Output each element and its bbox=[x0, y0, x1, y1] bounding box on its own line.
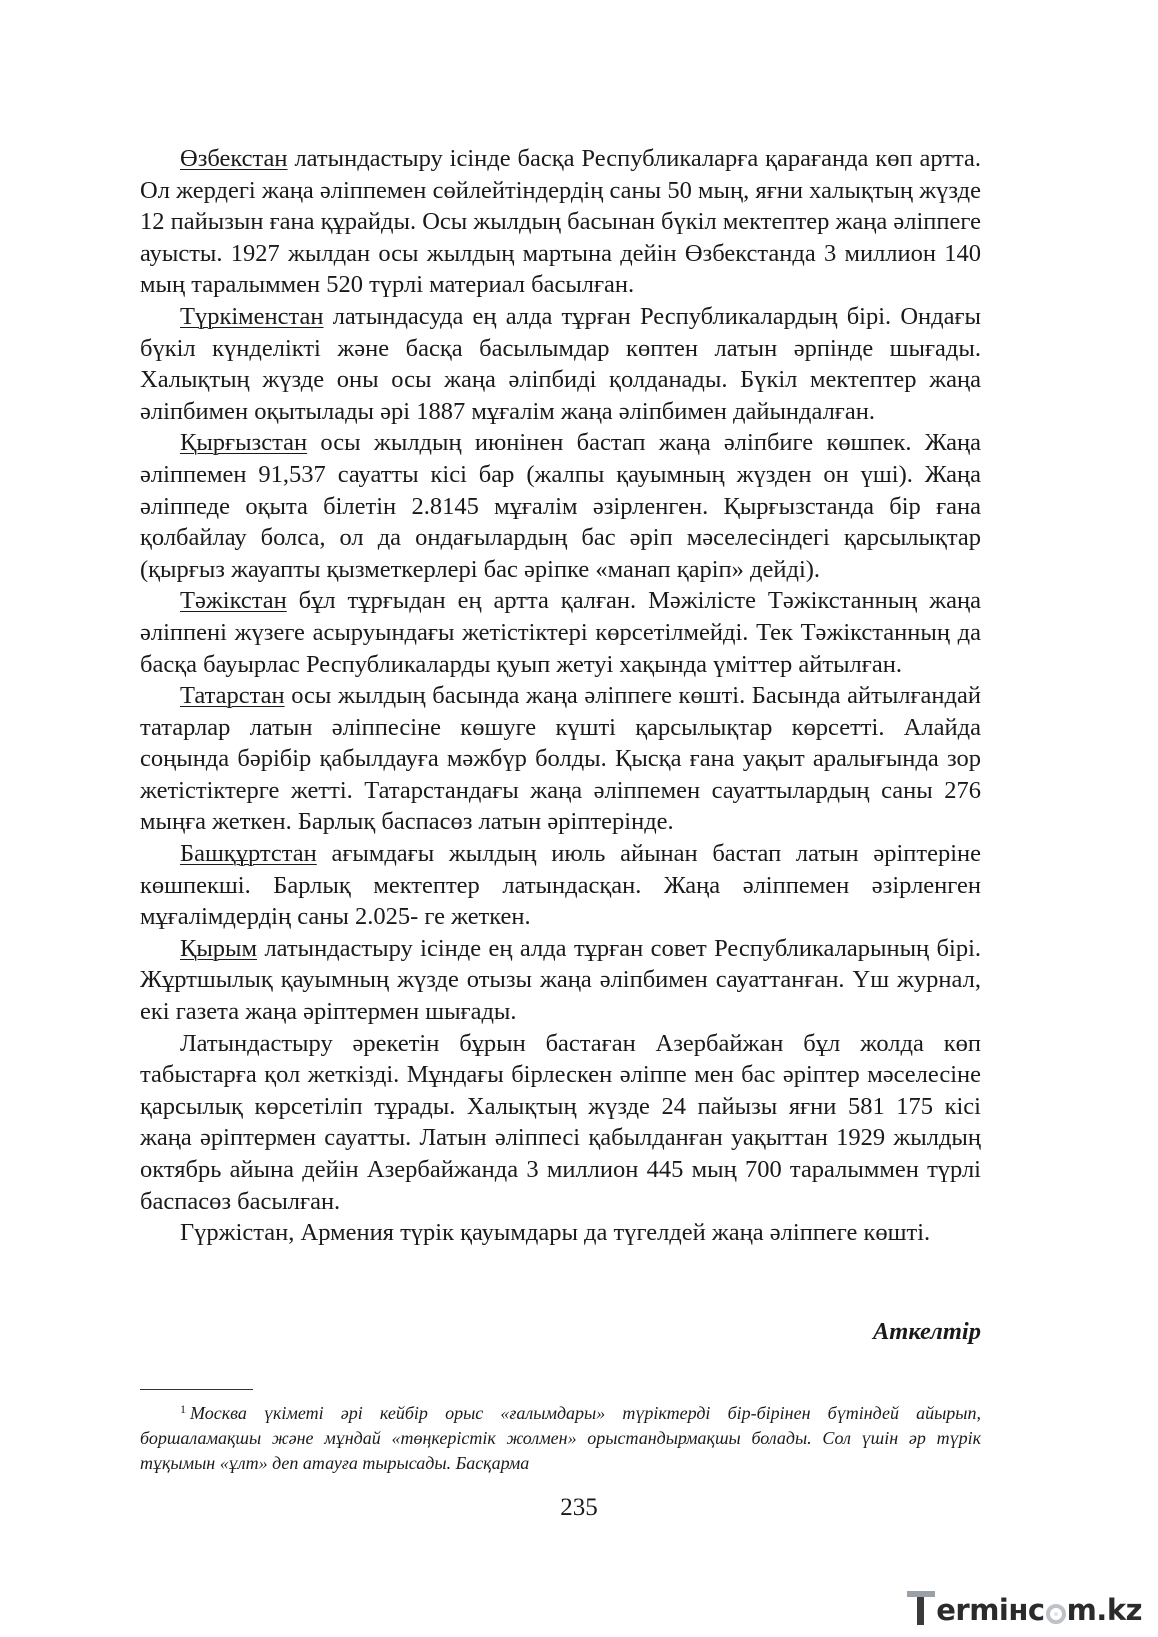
paragraph-turkmenistan bbox=[140, 301, 981, 427]
watermark-text-part1: ermінc bbox=[936, 1593, 1045, 1627]
paragraph-text: осы жылдың июнінен бастап жаңа әліпбиге көшпек. Жаңа әліппемен 91,537 сауатты кісі бар (жалпы қауымның жүзден он үші). Жаңа әліппеде оқыта білетін 2.8145 мұғалім әзірленген. Қырғызстанда бір ғана қолбайлау болса, ол да ондағылардың бас әріп мәселесіндегі қарсылықтар (қырғыз жауапты қызметкерлері бас әріпке «манап қаріп» дейді). bbox=[140, 429, 981, 583]
footnote-marker: 1 bbox=[180, 1402, 186, 1416]
paragraph-lead: Татарстан bbox=[180, 682, 285, 710]
paragraph-lead: Өзбекстан bbox=[180, 145, 288, 172]
paragraph-bashkortostan bbox=[140, 838, 981, 933]
paragraph-text: Гүржістан, Армения түрік қауымдары да түгелдей жаңа әліппеге көшті. bbox=[180, 1219, 931, 1247]
paragraph-text: осы жылдың басында жаңа әліппеге көшті. Басында айтылғандай татарлар латын әліппесіне көшуге күшті қарсылықтар көрсетті. Алайда соңында бәрібір қабылдауға мәжбүр болды. Қысқа ғана уақыт аралығында зор жетістіктерге жетті. Татарстандағы жаңа әліппемен сауаттылардың саны 276 мыңға жеткен. Барлық баспасөз латын әріптерінде. bbox=[140, 682, 981, 836]
paragraph-text: латындастыру ісінде ең алда тұрған совет Республикаларының бірі. Жұртшылық қауымның жүзде отызы жаңа әліпбимен сауаттанған. Үш журнал, екі газета жаңа әріптермен шығады. bbox=[140, 934, 981, 1026]
paragraph-text: бұл тұрғыдан ең артта қалған. Мәжілісте Тәжікстанның жаңа әліппені жүзеге асыруындағы жетістіктері көрсетілмейді. Тек Тәжікстанның да басқа бауырлас Республикаларды қуып жетуі хақында үміттер айтылған. bbox=[140, 587, 981, 678]
logo-o-icon bbox=[1046, 1604, 1066, 1624]
paragraph-text: латындастыру ісінде басқа Республикаларға қарағанда көп артта. Ол жердегі жаңа әліппемен сөйлейтіндердің саны 50 мың, яғни халықтың жүзде 12 пайызын ғана құрайды. Осы жылдың басынан бүкіл мектептер жаңа әліппеге ауысты. 1927 жылдан осы жылдың мартына дейін Өзбекстанда 3 миллион 140 мың таралыммен 520 түрлі материал басылған. bbox=[140, 145, 981, 299]
paragraph-crimea bbox=[140, 933, 981, 1028]
footnote-divider bbox=[140, 1389, 253, 1390]
paragraph-azerbaijan bbox=[140, 1028, 981, 1218]
paragraph-kyrgyzstan bbox=[140, 427, 981, 585]
paragraph-text: Латындастыру әрекетін бұрын бастаған Азербайжан бұл жолда көп табыстарға қол жеткізді. Мұндағы бірлескен әліппе мен бас әріптер мәселесіне қарсылық көрсетіліп тұрады. Халықтың жүзде 24 пайызы яғни 581 175 кісі жаңа әріптермен сауатты. Латын әліппесі қабылданған уақыттан 1929 жылдың октябрь айына дейін Азербайжанда 3 миллион 445 мың 700 таралыммен түрлі баспасөз басылған. bbox=[140, 1029, 981, 1215]
author-signature: Аткелтір bbox=[872, 1318, 981, 1345]
page-number: 235 bbox=[560, 1494, 598, 1521]
paragraph-tatarstan bbox=[140, 680, 981, 838]
paragraph-text: ағымдағы жылдың июль айынан бастап латын әріптеріне көшпекші. Барлық мектептер латындасқан. Жаңа әліппемен әзірленген мұғалімдердің саны 2.025- ге жеткен. bbox=[140, 840, 981, 931]
paragraph-text: латындасуда ең алда тұрған Республикалардың бірі. Ондағы бүкіл күнделікті және басқа басылымдар көптен латын әрпінде шығады. Халықтың жүзде оны осы жаңа әліпбиді қолданады. Бүкіл мектептер жаңа әліпбимен оқытылады әрі 1887 мұғалім жаңа әліпбимен дайындалған. bbox=[140, 302, 981, 425]
paragraph-lead: Башқұртстан bbox=[180, 840, 317, 868]
termincom-watermark-logo bbox=[907, 1583, 1142, 1627]
paragraph-lead: Тәжікстан bbox=[180, 587, 287, 615]
logo-t-icon bbox=[907, 1589, 935, 1627]
paragraph-lead: Қырым bbox=[180, 934, 258, 962]
paragraph-tajikistan bbox=[140, 585, 981, 680]
watermark-text-part2: m.kz bbox=[1066, 1593, 1142, 1627]
main-text bbox=[140, 143, 981, 1249]
footnote bbox=[140, 1397, 981, 1476]
paragraph-uzbekistan bbox=[140, 143, 981, 301]
paragraph-georgia-armenia bbox=[140, 1217, 981, 1249]
paragraph-lead: Қырғызстан bbox=[180, 429, 308, 457]
paragraph-lead: Түркіменстан bbox=[180, 302, 324, 330]
footnote-text: Москва үкіметі әрі кейбір орыс «ғалымдары» түріктерді бір-бірінен бүтіндей айырып, боршаламақшы және мұндай «төңкерістік жолмен» орыстандырмақшы болады. Сол үшін әр түрік тұқымын «ұлт» деп атауға тырысады. Басқарма bbox=[140, 1403, 981, 1473]
